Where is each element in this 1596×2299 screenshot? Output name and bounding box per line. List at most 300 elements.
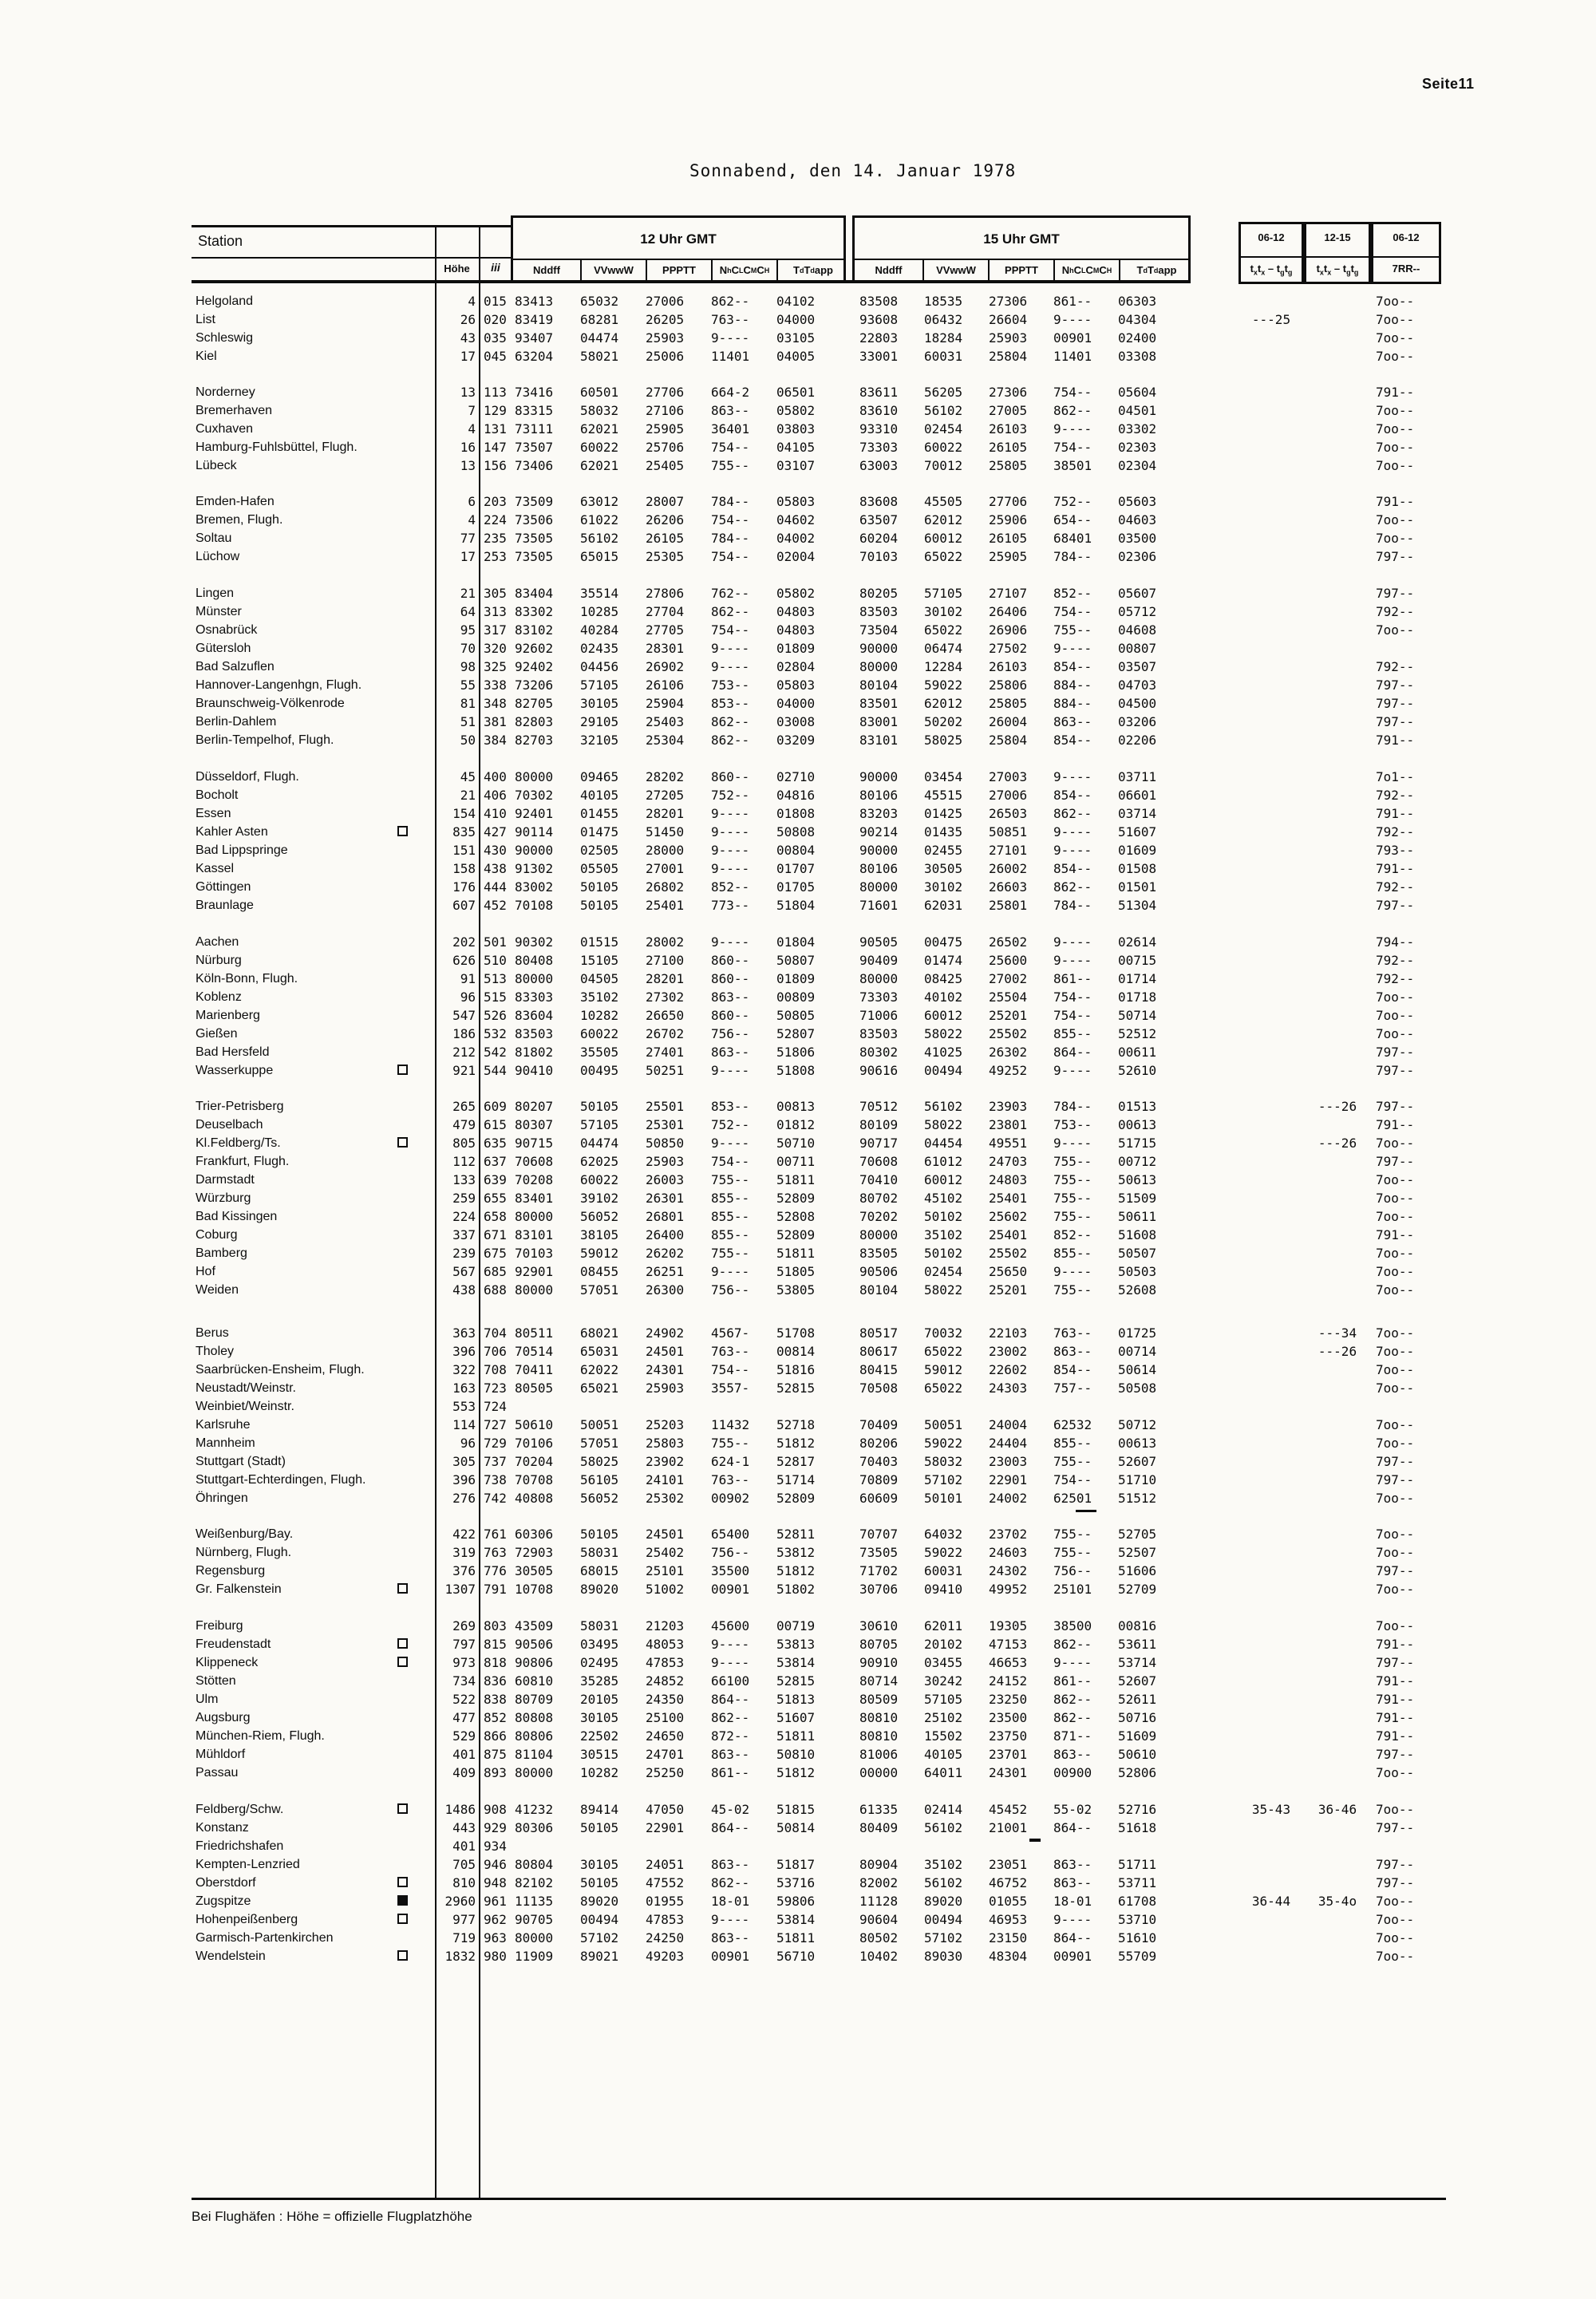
table-row	[192, 1116, 1468, 1134]
obs15-vvwww: 50202	[924, 714, 963, 729]
obs12-nddff: 80000	[515, 1209, 554, 1224]
obs15-ppptt: 23051	[989, 1857, 1028, 1872]
table-row	[192, 896, 1468, 914]
obs15-vvwww: 25102	[924, 1710, 963, 1725]
obs15-vvwww: 45505	[924, 494, 963, 509]
obs12-nddff: 80806	[515, 1728, 554, 1744]
obs12-tdtd: 03107	[776, 458, 816, 473]
obs12-nhclcmch: 754--	[711, 1362, 750, 1377]
station-number: 866	[484, 1728, 507, 1744]
station-name: Hohenpeißenberg	[196, 1913, 298, 1926]
table-row	[192, 1910, 1468, 1929]
obs15-tdtd: 51512	[1118, 1491, 1157, 1506]
precip-value: 7oo--	[1376, 622, 1415, 638]
obs12-vvwww: 89414	[580, 1802, 619, 1817]
obs15-nddff: 81006	[859, 1747, 899, 1762]
obs15-ppptt: 26503	[989, 806, 1028, 821]
stray-mark	[1029, 1839, 1041, 1842]
obs15-nhclcmch: 755--	[1053, 1191, 1092, 1206]
precip-value: 794--	[1376, 934, 1415, 950]
obs12-nddff: 80511	[515, 1325, 554, 1341]
obs12-ppptt: 25501	[646, 1099, 685, 1114]
obs12-vvwww: 39102	[580, 1191, 619, 1206]
station-number: 224	[484, 512, 507, 527]
obs12-vvwww: 35505	[580, 1045, 619, 1060]
divider	[192, 225, 511, 227]
obs12-tdtd: 04102	[776, 294, 816, 309]
obs15-nhclcmch: 864--	[1053, 1930, 1092, 1945]
station-name: Gr. Falkenstein	[196, 1582, 282, 1596]
precip-value: 7oo--	[1376, 1894, 1415, 1909]
station-name: List	[196, 313, 215, 326]
obs12-nddff: 83413	[515, 294, 554, 309]
obs12-nddff: 70708	[515, 1472, 554, 1487]
obs12-nhclcmch: 852--	[711, 879, 750, 895]
station-name: Göttingen	[196, 880, 251, 894]
obs15-nddff: 73504	[859, 622, 899, 638]
obs15-tdtd: 50610	[1118, 1747, 1157, 1762]
table-row	[192, 841, 1468, 859]
obs12-tdtd: 51805	[776, 1264, 816, 1279]
obs15-vvwww: 30242	[924, 1673, 963, 1689]
obs15-nddff: 73303	[859, 440, 899, 455]
obs12-tdtd: 52815	[776, 1381, 816, 1396]
obs12-ppptt: 27001	[646, 861, 685, 876]
obs15-tdtd: 05712	[1118, 604, 1157, 619]
station-name: Köln-Bonn, Flugh.	[196, 972, 298, 986]
obs12-nhclcmch: 773--	[711, 898, 750, 913]
obs15-tdtd: 00807	[1118, 641, 1157, 656]
station-number: 706	[484, 1344, 507, 1359]
obs15-ppptt: 25801	[989, 898, 1028, 913]
obs12-nhclcmch: 00901	[711, 1949, 750, 1964]
obs12-vvwww: 57102	[580, 1930, 619, 1945]
obs12-nddff: 70106	[515, 1436, 554, 1451]
obs15-nddff: 73303	[859, 990, 899, 1005]
obs12-nhclcmch: 9----	[711, 861, 750, 876]
obs12-ppptt: 28202	[646, 769, 685, 784]
station-number: 544	[484, 1063, 507, 1078]
obs12-vvwww: 62025	[580, 1154, 619, 1169]
obs15-ppptt: 24703	[989, 1154, 1028, 1169]
obs12-nddff: 30505	[515, 1563, 554, 1578]
obs12-ppptt: 26902	[646, 659, 685, 674]
station-number: 253	[484, 549, 507, 564]
station-number: 738	[484, 1472, 507, 1487]
obs12-nhclcmch: 9----	[711, 1264, 750, 1279]
obs15-nhclcmch: 854--	[1053, 1362, 1092, 1377]
obs15-nhclcmch: 755--	[1053, 1154, 1092, 1169]
open-square-icon	[397, 1137, 408, 1148]
temp-1215-value: 35-4o	[1317, 1894, 1357, 1909]
obs15-ppptt: 26103	[989, 421, 1028, 436]
obs15-tdtd: 03302	[1118, 421, 1157, 436]
altitude-value: 151	[452, 843, 476, 858]
obs15-ppptt: 49952	[989, 1582, 1028, 1597]
obs12-nhclcmch: 35500	[711, 1563, 750, 1578]
obs15-tdtd: 50503	[1118, 1264, 1157, 1279]
obs12-nddff: 80000	[515, 971, 554, 986]
temp-1215-value: ---26	[1317, 1136, 1357, 1151]
obs12-vvwww: 56052	[580, 1209, 619, 1224]
obs12-nhclcmch: 855--	[711, 1209, 750, 1224]
altitude-value: 705	[452, 1857, 476, 1872]
obs12-nddff: 11909	[515, 1949, 554, 1964]
station-number: 430	[484, 843, 507, 858]
obs12-tdtd: 01804	[776, 934, 816, 950]
obs12-vvwww: 05505	[580, 861, 619, 876]
obs15-vvwww: 60012	[924, 1172, 963, 1187]
altitude-value: 626	[452, 953, 476, 968]
obs12-nddff: 83604	[515, 1008, 554, 1023]
column-header-hoehe: Höhe	[444, 263, 470, 275]
obs15-nddff: 83503	[859, 1026, 899, 1041]
precip-value: 7oo--	[1376, 1545, 1415, 1560]
obs12-tdtd: 05802	[776, 586, 816, 601]
obs12-ppptt: 24852	[646, 1673, 685, 1689]
obs15-ppptt: 25600	[989, 953, 1028, 968]
header-box-0612-precip	[1371, 222, 1441, 284]
obs12-vvwww: 65031	[580, 1344, 619, 1359]
obs15-vvwww: 01435	[924, 824, 963, 839]
obs15-ppptt: 25903	[989, 330, 1028, 346]
divider	[192, 257, 511, 259]
obs12-vvwww: 56105	[580, 1472, 619, 1487]
obs12-nddff: 73505	[515, 549, 554, 564]
obs12-ppptt: 25904	[646, 696, 685, 711]
station-name: Kiel	[196, 350, 217, 363]
column-header-period: 06-12	[1258, 231, 1285, 243]
obs12-vvwww: 10282	[580, 1008, 619, 1023]
obs12-vvwww: 58021	[580, 349, 619, 364]
station-number: 637	[484, 1154, 507, 1169]
obs15-vvwww: 50102	[924, 1246, 963, 1261]
obs15-vvwww: 02454	[924, 1264, 963, 1279]
station-number: 929	[484, 1820, 507, 1835]
obs12-nddff: 70208	[515, 1172, 554, 1187]
obs12-vvwww: 62021	[580, 458, 619, 473]
obs15-ppptt: 22602	[989, 1362, 1028, 1377]
obs12-tdtd: 01808	[776, 806, 816, 821]
obs15-vvwww: 56102	[924, 403, 963, 418]
obs12-nddff: 80505	[515, 1381, 554, 1396]
obs12-vvwww: 04505	[580, 971, 619, 986]
altitude-value: 81	[460, 696, 476, 711]
station-name: Berlin-Tempelhof, Flugh.	[196, 733, 334, 747]
obs15-nhclcmch: 9----	[1053, 1655, 1092, 1670]
obs15-tdtd: 04703	[1118, 677, 1157, 693]
open-square-icon	[397, 1583, 408, 1594]
station-name: Stötten	[196, 1674, 236, 1688]
obs12-ppptt: 27302	[646, 990, 685, 1005]
obs12-nddff: 92602	[515, 641, 554, 656]
open-square-icon	[397, 826, 408, 836]
obs12-nhclcmch: 755--	[711, 1172, 750, 1187]
obs15-nhclcmch: 9----	[1053, 1264, 1092, 1279]
obs12-ppptt: 24101	[646, 1472, 685, 1487]
obs15-ppptt: 25502	[989, 1026, 1028, 1041]
obs12-ppptt: 25903	[646, 330, 685, 346]
table-row	[192, 1708, 1468, 1727]
precip-value: 7oo--	[1376, 330, 1415, 346]
obs12-tdtd: 52809	[776, 1227, 816, 1242]
obs15-vvwww: 50102	[924, 1209, 963, 1224]
station-number: 156	[484, 458, 507, 473]
precip-value: 7oo--	[1376, 1264, 1415, 1279]
obs15-tdtd: 53714	[1118, 1655, 1157, 1670]
obs15-ppptt: 27003	[989, 769, 1028, 784]
obs12-tdtd: 59806	[776, 1894, 816, 1909]
obs12-nhclcmch: 9----	[711, 1136, 750, 1151]
table-row	[192, 1489, 1468, 1507]
table-row	[192, 1562, 1468, 1580]
precip-value: 791--	[1376, 861, 1415, 876]
obs12-tdtd: 04105	[776, 440, 816, 455]
obs12-nddff: 83102	[515, 622, 554, 638]
temp-0612-value: 35-43	[1251, 1802, 1291, 1817]
station-number: 704	[484, 1325, 507, 1341]
altitude-value: 6	[468, 494, 476, 509]
obs12-tdtd: 04803	[776, 604, 816, 619]
obs15-ppptt: 26603	[989, 879, 1028, 895]
precip-value: 791--	[1376, 733, 1415, 748]
obs15-ppptt: 25805	[989, 696, 1028, 711]
obs15-vvwww: 06474	[924, 641, 963, 656]
obs15-vvwww: 65022	[924, 1381, 963, 1396]
obs15-ppptt: 23701	[989, 1747, 1028, 1762]
precip-value: 7oo--	[1376, 421, 1415, 436]
obs12-tdtd: 04000	[776, 696, 816, 711]
obs12-ppptt: 25903	[646, 1381, 685, 1396]
obs15-vvwww: 06432	[924, 312, 963, 327]
station-number: 338	[484, 677, 507, 693]
column-header-period: 06-12	[1393, 231, 1420, 243]
obs15-tdtd: 04500	[1118, 696, 1157, 711]
obs12-ppptt: 27806	[646, 586, 685, 601]
altitude-value: 797	[452, 1637, 476, 1652]
obs15-ppptt: 26906	[989, 622, 1028, 638]
obs15-vvwww: 64032	[924, 1527, 963, 1542]
obs12-tdtd: 51811	[776, 1172, 816, 1187]
station-number: 875	[484, 1747, 507, 1762]
obs12-tdtd: 50805	[776, 1008, 816, 1023]
station-name: Öhringen	[196, 1491, 248, 1505]
station-number: 348	[484, 696, 507, 711]
table-row	[192, 1947, 1468, 1965]
obs15-ppptt: 24302	[989, 1563, 1028, 1578]
obs12-nddff: 73111	[515, 421, 554, 436]
station-number: 729	[484, 1436, 507, 1451]
altitude-value: 305	[452, 1454, 476, 1469]
divider	[1373, 256, 1439, 258]
precip-value: 797--	[1376, 586, 1415, 601]
obs12-vvwww: 89020	[580, 1894, 619, 1909]
obs12-nddff: 90705	[515, 1912, 554, 1927]
obs12-nddff: 73506	[515, 512, 554, 527]
obs15-ppptt: 25401	[989, 1191, 1028, 1206]
station-name: Deuselbach	[196, 1118, 263, 1132]
obs15-tdtd: 52806	[1118, 1765, 1157, 1780]
table-row	[192, 1324, 1468, 1342]
obs15-vvwww: 89020	[924, 1894, 963, 1909]
obs12-nddff: 40808	[515, 1491, 554, 1506]
obs12-nhclcmch: 753--	[711, 677, 750, 693]
obs12-ppptt: 26801	[646, 1209, 685, 1224]
obs12-vvwww: 00495	[580, 1063, 619, 1078]
header-box-12uhr	[511, 215, 846, 282]
obs15-nddff: 70409	[859, 1417, 899, 1432]
obs12-nhclcmch: 9----	[711, 641, 750, 656]
obs12-vvwww: 56102	[580, 531, 619, 546]
obs15-nddff: 73505	[859, 1545, 899, 1560]
obs15-nhclcmch: 862--	[1053, 806, 1092, 821]
table-row	[192, 1929, 1468, 1947]
obs15-vvwww: 57102	[924, 1930, 963, 1945]
obs15-vvwww: 57102	[924, 1472, 963, 1487]
station-number: 688	[484, 1282, 507, 1298]
precip-value: 791--	[1376, 1728, 1415, 1744]
table-row	[192, 547, 1468, 566]
obs12-tdtd: 50810	[776, 1747, 816, 1762]
open-square-icon	[397, 1914, 408, 1924]
station-name: Berus	[196, 1326, 229, 1340]
obs12-nddff: 92402	[515, 659, 554, 674]
obs12-ppptt: 24501	[646, 1344, 685, 1359]
obs15-ppptt: 24404	[989, 1436, 1028, 1451]
precip-value: 791--	[1376, 1692, 1415, 1707]
obs15-tdtd: 51711	[1118, 1857, 1157, 1872]
obs15-ppptt: 27002	[989, 971, 1028, 986]
obs15-nddff: 63507	[859, 512, 899, 527]
obs12-tdtd: 04002	[776, 531, 816, 546]
obs15-nddff: 80409	[859, 1820, 899, 1835]
obs15-ppptt: 25805	[989, 458, 1028, 473]
obs15-tdtd: 00715	[1118, 953, 1157, 968]
obs15-vvwww: 40102	[924, 990, 963, 1005]
precip-value: 797--	[1376, 549, 1415, 564]
obs15-ppptt: 25906	[989, 512, 1028, 527]
station-number: 510	[484, 953, 507, 968]
obs15-ppptt: 46653	[989, 1655, 1028, 1670]
temp-1215-value: 36-46	[1317, 1802, 1357, 1817]
obs15-nhclcmch: 9----	[1053, 1063, 1092, 1078]
obs12-ppptt: 25405	[646, 458, 685, 473]
obs12-vvwww: 58031	[580, 1545, 619, 1560]
obs12-tdtd: 05802	[776, 403, 816, 418]
obs15-tdtd: 01609	[1118, 843, 1157, 858]
precip-value: 793--	[1376, 843, 1415, 858]
obs15-ppptt: 23801	[989, 1117, 1028, 1132]
obs12-ppptt: 49203	[646, 1949, 685, 1964]
precip-value: 7oo--	[1376, 1026, 1415, 1041]
column-header-vvwww: VVwwW	[922, 260, 988, 280]
obs12-ppptt: 27705	[646, 622, 685, 638]
station-number: 406	[484, 788, 507, 803]
altitude-value: 17	[460, 549, 476, 564]
station-number: 685	[484, 1264, 507, 1279]
obs12-nddff: 63204	[515, 349, 554, 364]
obs15-tdtd: 52607	[1118, 1673, 1157, 1689]
precip-value: 7oo--	[1376, 1191, 1415, 1206]
obs12-nhclcmch: 862--	[711, 1710, 750, 1725]
obs15-nddff: 83610	[859, 403, 899, 418]
obs12-ppptt: 51450	[646, 824, 685, 839]
altitude-value: 13	[460, 385, 476, 400]
precip-value: 7oo--	[1376, 1282, 1415, 1298]
obs12-tdtd: 51811	[776, 1930, 816, 1945]
obs12-vvwww: 01475	[580, 824, 619, 839]
station-number: 803	[484, 1618, 507, 1633]
obs15-vvwww: 60012	[924, 1008, 963, 1023]
obs15-nddff: 80904	[859, 1857, 899, 1872]
obs15-nhclcmch: 861--	[1053, 294, 1092, 309]
obs15-ppptt: 26406	[989, 604, 1028, 619]
obs12-tdtd: 51714	[776, 1472, 816, 1487]
obs15-ppptt: 24002	[989, 1491, 1028, 1506]
obs12-tdtd: 51804	[776, 898, 816, 913]
obs12-ppptt: 25304	[646, 733, 685, 748]
obs15-nhclcmch: 00900	[1053, 1765, 1092, 1780]
altitude-value: 276	[452, 1491, 476, 1506]
obs12-nhclcmch: 755--	[711, 1246, 750, 1261]
obs15-vvwww: 56102	[924, 1099, 963, 1114]
obs15-ppptt: 26103	[989, 659, 1028, 674]
station-number: 724	[484, 1399, 507, 1414]
station-name: Passau	[196, 1766, 239, 1780]
station-number: 908	[484, 1802, 507, 1817]
table-row	[192, 1580, 1468, 1598]
precip-value: 7oo--	[1376, 294, 1415, 309]
obs15-nddff: 83001	[859, 714, 899, 729]
altitude-value: 4	[468, 512, 476, 527]
obs15-vvwww: 50051	[924, 1417, 963, 1432]
obs12-vvwww: 04456	[580, 659, 619, 674]
altitude-value: 91	[460, 971, 476, 986]
obs12-nhclcmch: 9----	[711, 330, 750, 346]
obs12-tdtd: 03803	[776, 421, 816, 436]
obs12-nddff: 43509	[515, 1618, 554, 1633]
altitude-value: 13	[460, 458, 476, 473]
table-row	[192, 1171, 1468, 1189]
obs12-tdtd: 51816	[776, 1362, 816, 1377]
obs12-nhclcmch: 9----	[711, 806, 750, 821]
obs12-vvwww: 20105	[580, 1692, 619, 1707]
obs15-vvwww: 30102	[924, 879, 963, 895]
altitude-value: 529	[452, 1728, 476, 1744]
obs12-ppptt: 28301	[646, 641, 685, 656]
station-number: 381	[484, 714, 507, 729]
obs15-nhclcmch: 755--	[1053, 1209, 1092, 1224]
obs12-nddff: 80000	[515, 1282, 554, 1298]
obs15-tdtd: 04501	[1118, 403, 1157, 418]
station-name: Bamberg	[196, 1246, 247, 1260]
obs15-ppptt: 23903	[989, 1099, 1028, 1114]
obs12-nhclcmch: 755--	[711, 458, 750, 473]
obs12-ppptt: 26106	[646, 677, 685, 693]
station-number: 763	[484, 1545, 507, 1560]
column-header-period: 12-15	[1324, 231, 1351, 243]
obs12-vvwww: 30105	[580, 696, 619, 711]
obs15-vvwww: 03454	[924, 769, 963, 784]
obs15-nhclcmch: 9----	[1053, 421, 1092, 436]
obs12-vvwww: 02505	[580, 843, 619, 858]
obs15-nddff: 70103	[859, 549, 899, 564]
obs12-tdtd: 52809	[776, 1491, 816, 1506]
obs12-nddff: 83419	[515, 312, 554, 327]
table-row	[192, 1397, 1468, 1416]
table-row	[192, 951, 1468, 970]
obs15-vvwww: 58022	[924, 1282, 963, 1298]
